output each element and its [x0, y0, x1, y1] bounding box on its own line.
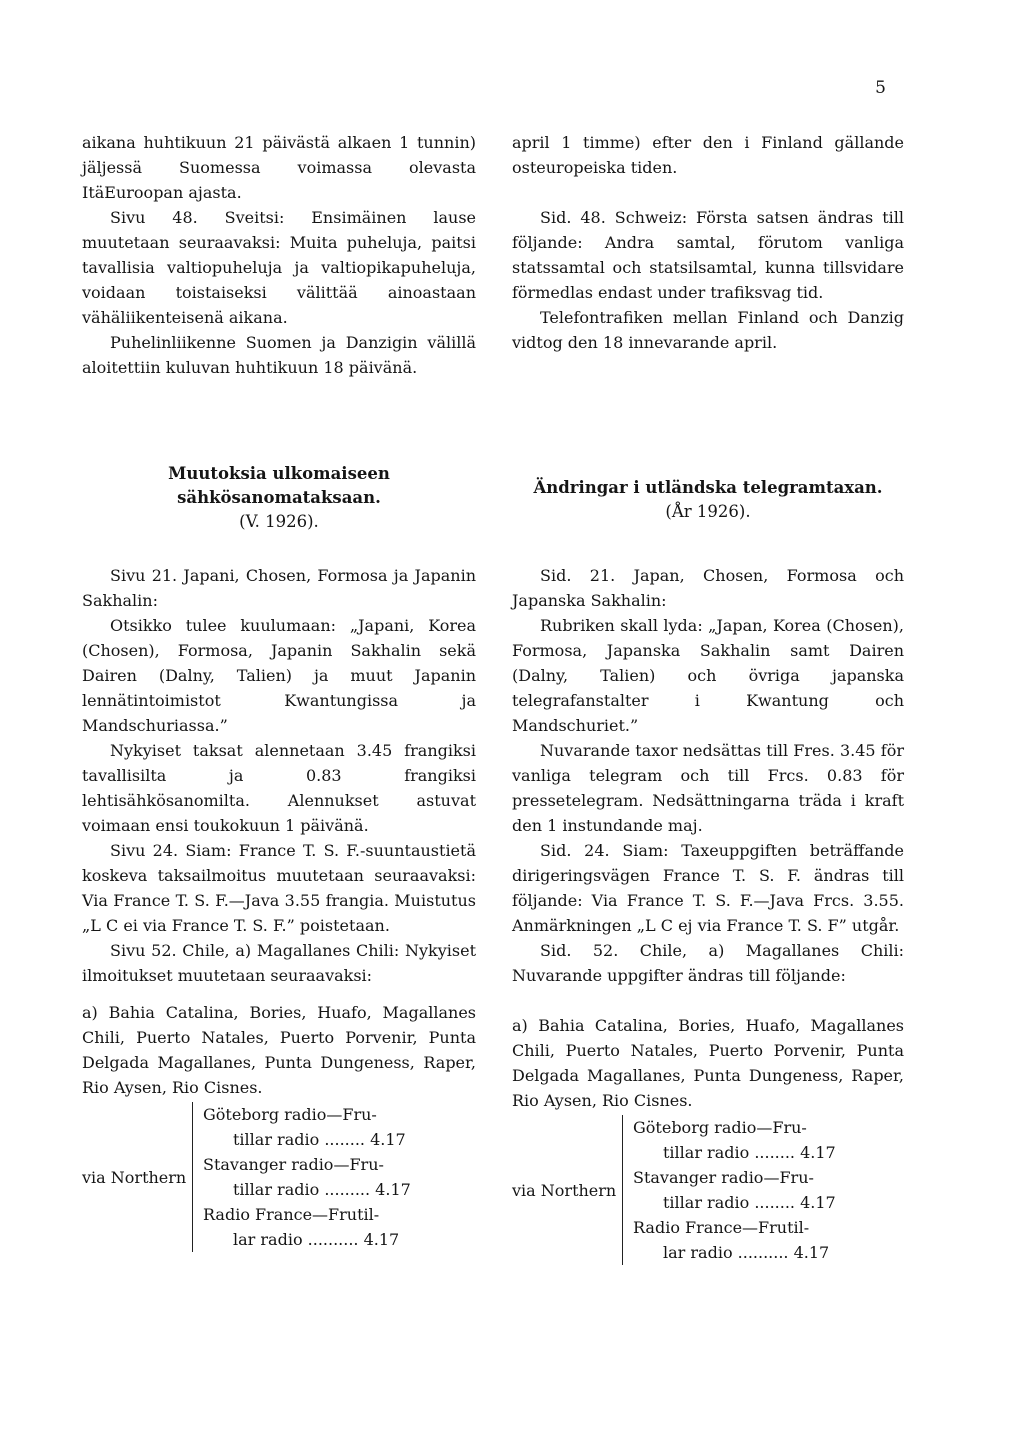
paragraph: Sivu 21. Japani, Chosen, Formosa ja Japanin Sakhalin:	[82, 566, 476, 610]
top-right-column	[512, 130, 904, 355]
paragraph: a) Bahia Catalina, Bories, Huafo, Magallanes Chili, Puerto Natales, Puerto Porvenir, Punta Delgada Magallanes, Punta Dungeness, Raper, Rio Aysen, Rio Cisnes.	[82, 1003, 476, 1097]
paragraph: Telefontrafiken mellan Finland och Danzig vidtog den 18 innevarande april.	[512, 308, 904, 352]
paragraph: aikana huhtikuun 21 päivästä alkaen 1 tunnin) jäljessä Suomessa voimassa olevasta ItäEuroopan ajasta.	[82, 133, 476, 202]
paragraph: Otsikko tulee kuulumaan: „Japani, Korea (Chosen), Formosa, Japanin Sakhalin sekä Dairen (Dalny, Talien) ja muut Japanin lennätintoimistot Kwantungissa ja Mandschuriassa.”	[82, 616, 476, 735]
route-list	[622, 1115, 904, 1265]
route-line: tillar radio ........ 4.17	[663, 1193, 836, 1212]
section-heading-left	[82, 462, 476, 534]
section-heading-right	[512, 476, 904, 524]
heading-title: Muutoksia ulkomaiseen sähkösanomataksaan.	[168, 464, 390, 507]
paragraph: a) Bahia Catalina, Bories, Huafo, Magallanes Chili, Puerto Natales, Puerto Porvenir, Punta Delgada Magallanes, Punta Dungeness, Raper, Rio Aysen, Rio Cisnes.	[512, 1016, 904, 1110]
paragraph: Sivu 24. Siam: France T. S. F.-suuntaustietä koskeva taksailmoitus muutetaan seuraavaksi: Via France T. S. F.—Java 3.55 frangia. Muistutus „L C ei via France T. S. F.” poistetaan.	[82, 841, 476, 935]
route-line: tillar radio ........ 4.17	[663, 1143, 836, 1162]
paragraph: Sid. 48. Schweiz: Första satsen ändras till följande: Andra samtal, förutom vanliga statssamtal och statsilsamtal, kunna tillsvidare förmedlas endast under trafiksvag tid.	[512, 208, 904, 302]
route-label: via Northern	[82, 1167, 187, 1187]
route-line: Göteborg radio—Fru-	[633, 1118, 807, 1137]
paragraph: Rubriken skall lyda: „Japan, Korea (Chosen), Formosa, Japanska Sakhalin samt Dairen (Dalny, Talien) och övriga japanska telegrafanstalter i Kwantung och Mandschuriet.”	[512, 616, 904, 735]
paragraph: Nuvarande taxor nedsättas till Fres. 3.45 för vanliga telegram och till Frcs. 0.83 för pressetelegram. Nedsättningarna träda i kraft den 1 instundande maj.	[512, 741, 904, 835]
route-line: Göteborg radio—Fru-	[203, 1105, 377, 1124]
paragraph: Sid. 52. Chile, a) Magallanes Chili: Nuvarande uppgifter ändras till följande:	[512, 941, 904, 985]
route-table	[512, 1115, 904, 1265]
route-line: Radio France—Frutil-	[203, 1205, 380, 1224]
bottom-right-column	[512, 563, 904, 1265]
heading-subtitle: (V. 1926).	[239, 512, 319, 531]
route-table	[82, 1102, 476, 1252]
route-line: lar radio .......... 4.17	[233, 1230, 400, 1249]
route-list	[192, 1102, 476, 1252]
route-line: lar radio .......... 4.17	[663, 1243, 830, 1262]
bottom-left-column	[82, 563, 476, 1252]
paragraph: Puhelinliikenne Suomen ja Danzigin välillä aloitettiin kuluvan huhtikuun 18 päivänä.	[82, 333, 476, 377]
route-line: Stavanger radio—Fru-	[203, 1155, 384, 1174]
paragraph: Nykyiset taksat alennetaan 3.45 frangiksi tavallisilta ja 0.83 frangiksi lehtisähkösanomilta. Alennukset astuvat voimaan ensi toukokuun 1 päivänä.	[82, 741, 476, 835]
paragraph: Sid. 21. Japan, Chosen, Formosa och Japanska Sakhalin:	[512, 566, 904, 610]
paragraph: Sivu 52. Chile, a) Magallanes Chili: Nykyiset ilmoitukset muutetaan seuraavaksi:	[82, 941, 476, 985]
paragraph: april 1 timme) efter den i Finland gällande osteuropeiska tiden.	[512, 133, 904, 177]
route-label: via Northern	[512, 1180, 617, 1200]
paragraph: Sid. 24. Siam: Taxeuppgiften beträffande dirigeringsvägen France T. S. F. ändras till följande: Via France T. S. F.—Java Frcs. 3.55. Anmärkningen „L C ej via France T. S. F” utgår.	[512, 841, 904, 935]
route-line: Stavanger radio—Fru-	[633, 1168, 814, 1187]
route-line: tillar radio ......... 4.17	[233, 1180, 411, 1199]
top-left-column	[82, 130, 476, 380]
route-line: tillar radio ........ 4.17	[233, 1130, 406, 1149]
paragraph: Sivu 48. Sveitsi: Ensimäinen lause muutetaan seuraavaksi: Muita puheluja, paitsi tavallisia valtiopuheluja ja valtiopikapuheluja, voidaan toistaiseksi välittää ainoastaan vähäliikenteisenä aikana.	[82, 208, 476, 327]
route-line: Radio France—Frutil-	[633, 1218, 810, 1237]
heading-title: Ändringar i utländska telegramtaxan.	[533, 478, 883, 497]
page-number: 5	[875, 78, 886, 98]
heading-subtitle: (År 1926).	[665, 502, 751, 521]
